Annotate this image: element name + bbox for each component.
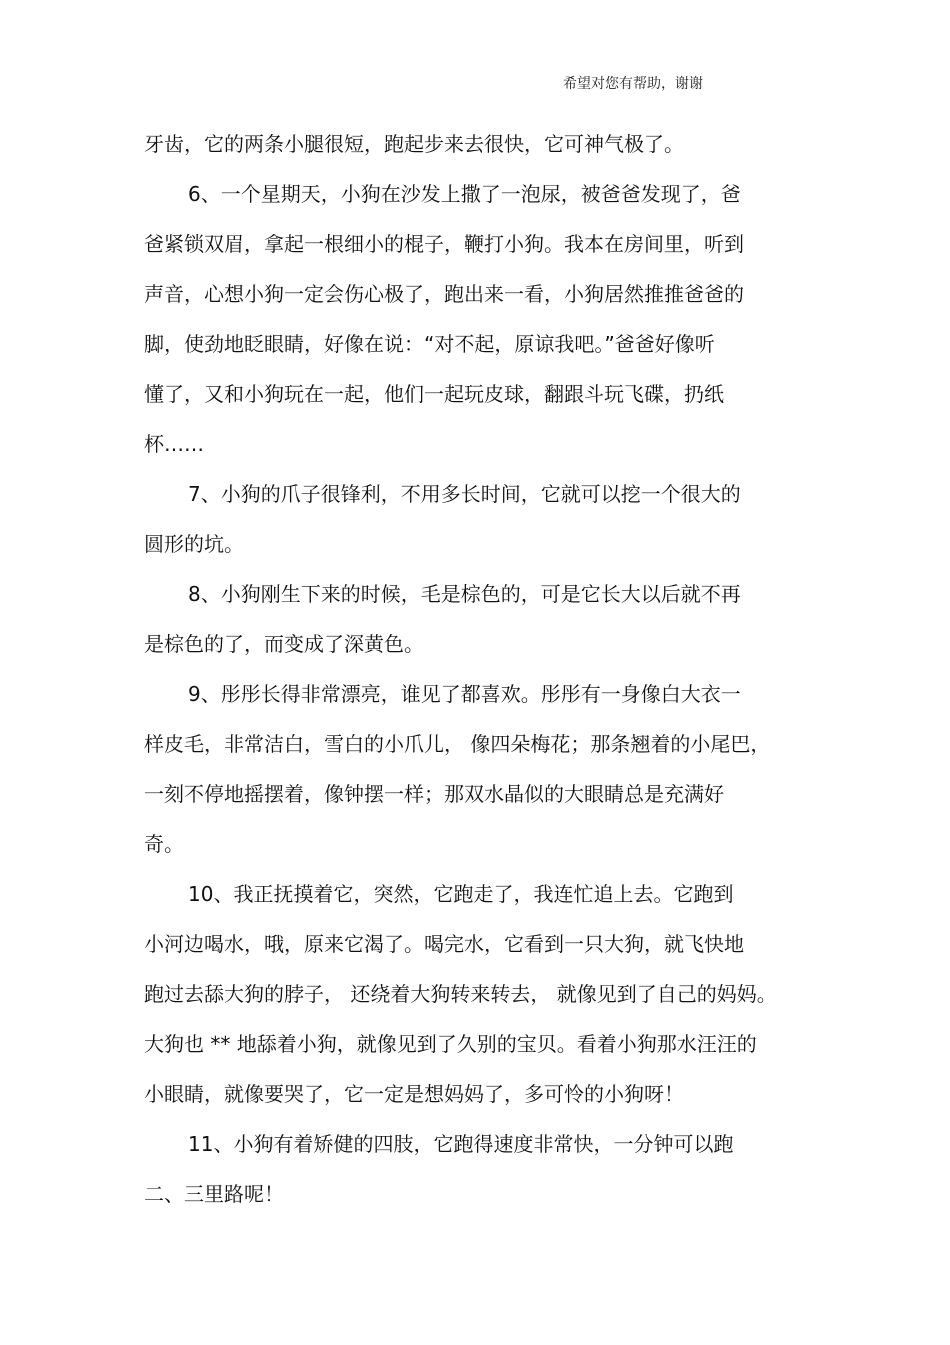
paragraph-8-line: 8、小狗刚生下来的时候，毛是棕色的，可是它长大以后就不再 [188, 582, 741, 606]
text-line: 脚，使劲地眨眼睛，好像在说：“对不起，原谅我吧。”爸爸好像听 [144, 332, 715, 356]
paragraph-7-line: 7、小狗的爪子很锋利，不用多长时间，它就可以挖一个很大的 [188, 482, 741, 506]
paragraph-9-line: 9、彤彤长得非常漂亮，谁见了都喜欢。彤彤有一身像白大衣一 [188, 682, 741, 706]
text-line: 牙齿，它的两条小腿很短，跑起步来去很快，它可神气极了。 [144, 132, 684, 156]
text-line: 声音，心想小狗一定会伤心极了，跑出来一看，小狗居然推推爸爸的 [144, 282, 744, 306]
text-line: 小河边喝水，哦，原来它渴了。喝完水，它看到一只大狗，就飞快地 [144, 932, 744, 956]
page-header-note: 希望对您有帮助，谢谢 [563, 76, 703, 92]
text-line: 杯…… [144, 432, 204, 456]
text-line: 样皮毛，非常洁白，雪白的小爪儿， 像四朵梅花；那条翘着的小尾巴， [144, 732, 771, 756]
text-line: 奇。 [144, 832, 184, 856]
text-line: 跑过去舔大狗的脖子， 还绕着大狗转来转去， 就像见到了自己的妈妈。 [144, 982, 777, 1006]
paragraph-11-line: 11、小狗有着矫健的四肢，它跑得速度非常快，一分钟可以跑 [188, 1132, 734, 1156]
text-line: 一刻不停地摇摆着，像钟摆一样；那双水晶似的大眼睛总是充满好 [144, 782, 724, 806]
paragraph-6-line: 6、一个星期天，小狗在沙发上撒了一泡尿，被爸爸发现了，爸 [188, 182, 741, 206]
text-line: 二、三里路呢！ [144, 1182, 284, 1206]
text-line: 爸紧锁双眉，拿起一根细小的棍子，鞭打小狗。我本在房间里，听到 [144, 232, 744, 256]
text-line: 小眼睛，就像要哭了，它一定是想妈妈了，多可怜的小狗呀！ [144, 1082, 684, 1106]
text-line: 懂了，又和小狗玩在一起，他们一起玩皮球，翻跟斗玩飞碟，扔纸 [144, 382, 724, 406]
paragraph-10-line: 10、我正抚摸着它，突然，它跑走了，我连忙追上去。它跑到 [188, 882, 734, 906]
text-line: 是棕色的了，而变成了深黄色。 [144, 632, 424, 656]
text-line: 圆形的坑。 [144, 532, 244, 556]
text-line: 大狗也 ** 地舔着小狗，就像见到了久别的宝贝。看着小狗那水汪汪的 [144, 1032, 757, 1056]
